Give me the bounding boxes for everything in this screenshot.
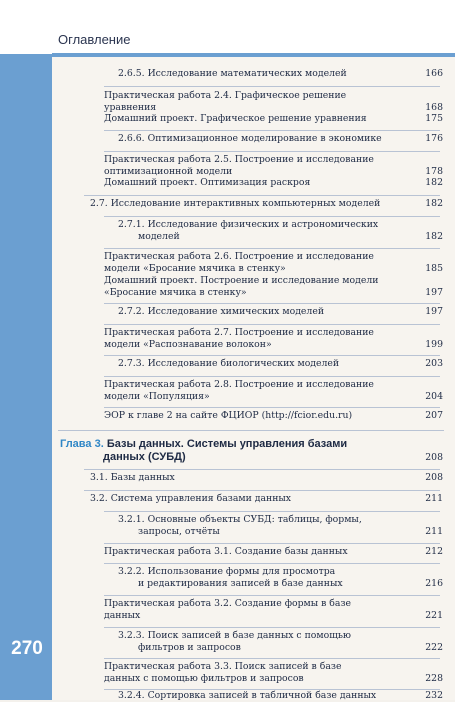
- running-head: Оглавление: [58, 32, 131, 47]
- entry-page: 208: [425, 472, 443, 483]
- toc-entry: [104, 275, 378, 299]
- toc-entry: [118, 219, 378, 243]
- toc-entry: [118, 306, 324, 318]
- entry-title: 2.6.6. Оптимизационное моделирование в экономике: [118, 133, 382, 144]
- entry-title-cont: уравнения: [104, 102, 157, 113]
- entry-title: 3.2.3. Поиск записей в базе данных с помощью: [118, 630, 352, 641]
- entry-title: 2.7.2. Исследование химических моделей: [118, 306, 325, 317]
- entry-divider: [104, 407, 440, 408]
- chapter-label: Глава 3.: [60, 438, 104, 450]
- chapter-title-cont: данных (СУБД): [103, 451, 186, 463]
- entry-divider: [104, 543, 440, 544]
- entry-page: 166: [425, 68, 443, 79]
- chapter-heading: [60, 438, 347, 451]
- toc-entry: [104, 598, 351, 622]
- entry-divider: [104, 376, 440, 377]
- entry-page: 216: [425, 578, 443, 589]
- entry-title-cont: модели «Популяция»: [104, 391, 210, 402]
- entry-page: 182: [425, 198, 443, 209]
- entry-page: 168: [425, 102, 443, 113]
- entry-title: 3.2.4. Сортировка записей в табличной базе данных: [118, 690, 377, 701]
- toc-entry: [104, 113, 367, 125]
- entry-divider: [104, 355, 440, 356]
- entry-title: Практическая работа 3.3. Поиск записей в базе: [104, 661, 342, 672]
- toc-entry: [104, 90, 346, 114]
- entry-page: 199: [425, 339, 443, 350]
- entry-divider: [104, 130, 440, 131]
- chapter-divider: [58, 430, 444, 431]
- toc-entry: [104, 661, 341, 685]
- entry-divider: [104, 303, 440, 304]
- entry-title: 3.1. Базы данных: [90, 472, 175, 483]
- entry-title: Домашний проект. Графическое решение уравнения: [104, 113, 367, 124]
- toc-entry: [104, 410, 352, 422]
- entry-divider: [84, 469, 440, 470]
- toc-entry: [104, 154, 374, 178]
- toc-entry: [104, 251, 374, 275]
- entry-page: 222: [425, 642, 443, 653]
- toc-entry: [118, 630, 351, 654]
- entry-page: 211: [425, 493, 443, 504]
- entry-page: 212: [425, 546, 443, 557]
- entry-title: Домашний проект. Построение и исследование модели: [104, 275, 379, 286]
- entry-title: 3.2.2. Использование формы для просмотра: [118, 566, 336, 577]
- entry-title: Практическая работа 2.5. Построение и исследование: [104, 154, 374, 165]
- entry-page: 207: [425, 410, 443, 421]
- entry-title: Практическая работа 2.4. Графическое решение: [104, 90, 347, 101]
- entry-title-cont: моделей: [138, 231, 180, 242]
- entry-divider: [104, 248, 440, 249]
- entry-divider: [104, 511, 440, 512]
- entry-page: 204: [425, 391, 443, 402]
- toc-entry: [118, 690, 376, 702]
- entry-title-cont: и редактирования записей в базе данных: [138, 578, 343, 589]
- toc-entry: [104, 327, 374, 351]
- entry-page: 203: [425, 358, 443, 369]
- entry-title: Практическая работа 2.6. Построение и исследование: [104, 251, 374, 262]
- entry-page: 228: [425, 673, 443, 684]
- entry-title-cont: модели «Бросание мячика в стенку»: [104, 263, 286, 274]
- entry-title-cont: оптимизационной модели: [104, 166, 233, 177]
- entry-page: 182: [425, 231, 443, 242]
- page-number: 270: [11, 638, 43, 659]
- toc-entry: [90, 472, 175, 484]
- entry-divider: [104, 627, 440, 628]
- entry-divider: [104, 151, 440, 152]
- entry-title-cont: данных: [104, 610, 141, 621]
- entry-divider: [84, 195, 440, 196]
- entry-divider: [104, 324, 440, 325]
- entry-divider: [104, 216, 440, 217]
- entry-title: 3.2.1. Основные объекты СУБД: таблицы, формы,: [118, 514, 362, 525]
- toc-entry: [104, 379, 374, 403]
- entry-title: Практическая работа 2.7. Построение и исследование: [104, 327, 374, 338]
- entry-page: 197: [425, 287, 443, 298]
- toc-entry: [118, 358, 339, 370]
- entry-title: Практическая работа 2.8. Построение и исследование: [104, 379, 374, 390]
- entry-title: ЭОР к главе 2 на сайте ФЦИОР (http://fcior.edu.ru): [104, 410, 353, 421]
- entry-page: 197: [425, 306, 443, 317]
- entry-title-cont: запросы, отчёты: [138, 526, 220, 537]
- entry-page: 211: [425, 526, 443, 537]
- entry-divider: [104, 563, 440, 564]
- entry-title: Практическая работа 3.2. Создание формы в базе: [104, 598, 352, 609]
- entry-divider: [104, 86, 440, 87]
- chapter-title: Базы данных. Системы управления базами: [106, 438, 348, 450]
- toc-entry: [90, 493, 291, 505]
- entry-page: 178: [425, 166, 443, 177]
- entry-page: 232: [425, 690, 443, 701]
- chapter-heading-cont: [103, 451, 186, 464]
- entry-page: 182: [425, 177, 443, 188]
- entry-page: 175: [425, 113, 443, 124]
- toc-entry: [104, 177, 310, 189]
- toc-entry: [118, 68, 347, 80]
- entry-divider: [84, 490, 440, 491]
- toc-entry: [118, 566, 343, 590]
- entry-title: 2.7.1. Исследование физических и астрономических: [118, 219, 379, 230]
- entry-title: 3.2. Система управления базами данных: [90, 493, 292, 504]
- entry-title-cont: фильтров и запросов: [138, 642, 241, 653]
- entry-title: 2.6.5. Исследование математических моделей: [118, 68, 347, 79]
- entry-title: 2.7.3. Исследование биологических моделей: [118, 358, 340, 369]
- entry-divider: [104, 658, 440, 659]
- entry-page: 176: [425, 133, 443, 144]
- toc-entry: [118, 514, 362, 538]
- toc-entry: [118, 133, 382, 145]
- entry-divider: [104, 595, 440, 596]
- entry-title: 2.7. Исследование интерактивных компьютерных моделей: [90, 198, 381, 209]
- entry-title-cont: «Бросание мячика в стенку»: [104, 287, 247, 298]
- entry-title-cont: модели «Распознавание волокон»: [104, 339, 272, 350]
- entry-title-cont: данных с помощью фильтров и запросов: [104, 673, 304, 684]
- entry-page: 185: [425, 263, 443, 274]
- chapter-page: 208: [425, 452, 443, 463]
- entry-title: Домашний проект. Оптимизация раскроя: [104, 177, 311, 188]
- toc-entry: [104, 546, 348, 558]
- margin-bar: [0, 54, 52, 700]
- toc-entry: [90, 198, 380, 210]
- entry-title: Практическая работа 3.1. Создание базы данных: [104, 546, 348, 557]
- entry-page: 221: [425, 610, 443, 621]
